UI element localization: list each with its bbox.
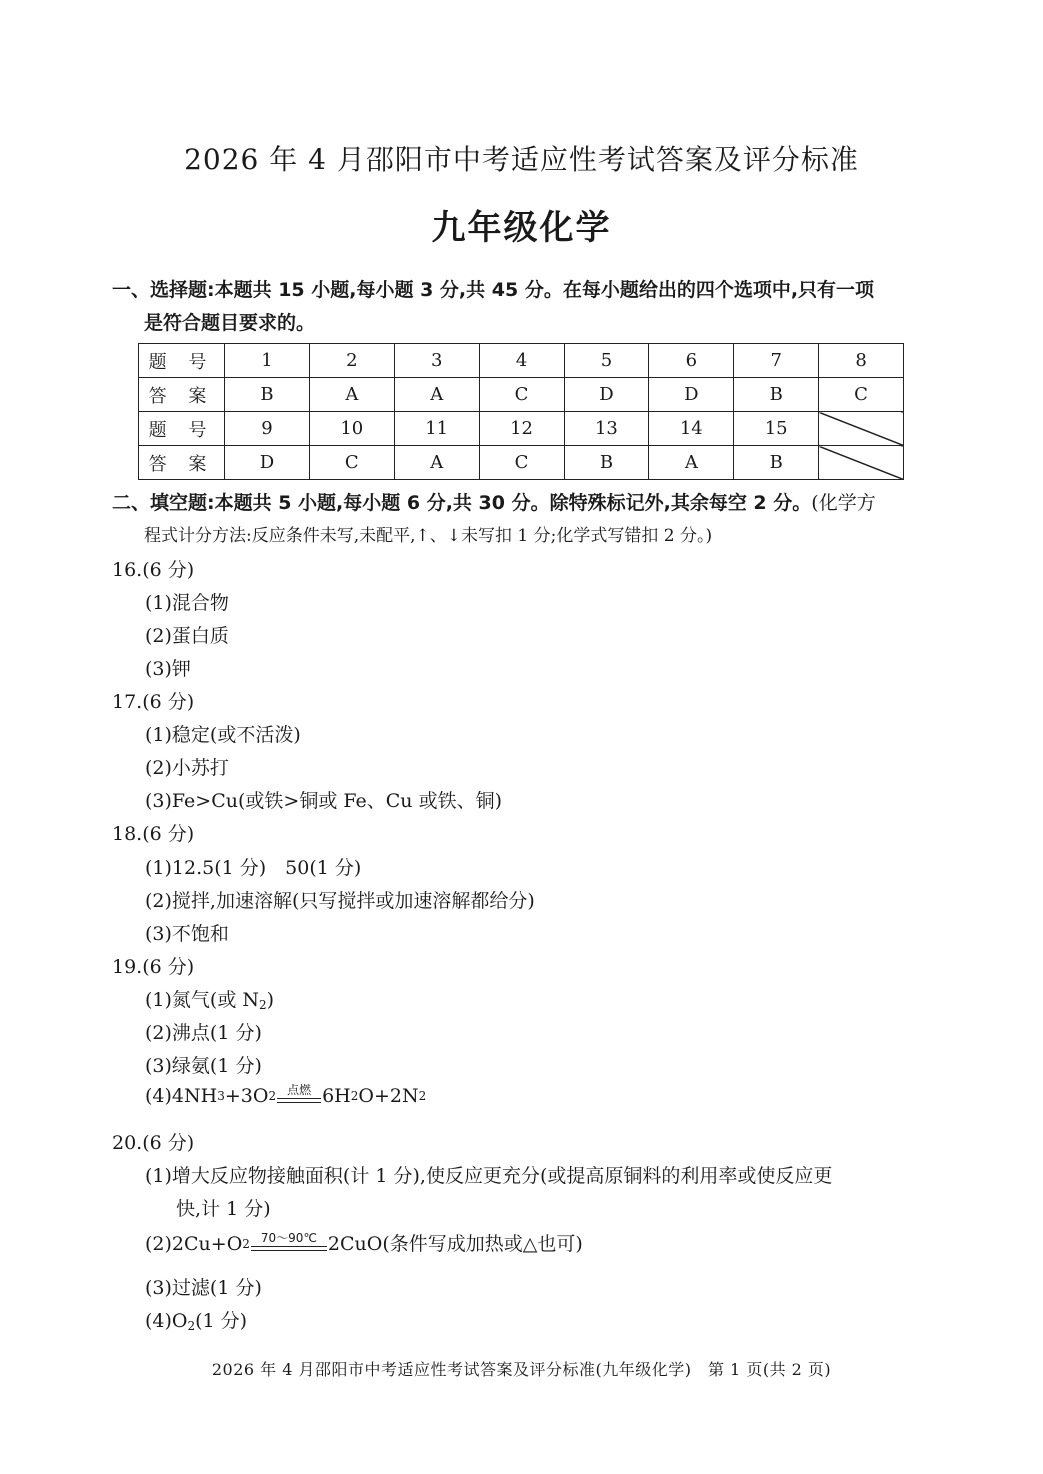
- question-number: 12: [479, 412, 564, 446]
- subscript: 2: [268, 1089, 277, 1103]
- question-number: 8: [819, 344, 904, 378]
- answer-text: ): [266, 989, 275, 1011]
- section-fill-heading-text: 二、填空题:本题共 5 小题,每小题 6 分,共 30 分。除特殊标记外,其余每空 2 分。: [112, 492, 812, 514]
- label-question: 题 号: [139, 344, 225, 378]
- question-16-answer-1: (1)混合物: [145, 592, 229, 614]
- question-20-answer-2-equation: [145, 1230, 583, 1258]
- table-row-question-numbers-2: [139, 412, 904, 446]
- question-number: 14: [649, 412, 734, 446]
- subscript: 2: [242, 1237, 250, 1251]
- question-16-head: 16.(6 分): [112, 559, 195, 581]
- table-row-question-numbers-1: [139, 344, 904, 378]
- section-fill-heading: [112, 487, 942, 553]
- question-18-answer-1: (1)12.5(1 分) 50(1 分): [145, 857, 362, 879]
- reaction-condition: 70～90℃: [260, 1231, 317, 1245]
- answer-cell: D: [225, 446, 310, 480]
- subscript: 3: [217, 1089, 225, 1103]
- question-20-answer-1-line1: (1)增大反应物接触面积(计 1 分),使反应更充分(或提高原铜料的利用率或使反应更: [145, 1165, 833, 1187]
- answer-text: (1)氮气(或 N: [145, 989, 259, 1011]
- page-title: 2026 年 4 月邵阳市中考适应性考试答案及评分标准: [184, 143, 859, 176]
- reaction-condition-arrow: [251, 1232, 327, 1258]
- question-20-head: 20.(6 分): [112, 1132, 195, 1154]
- answer-cell: A: [394, 446, 479, 480]
- empty-slashed-cell: [819, 412, 904, 446]
- question-16-answer-3: (3)钾: [145, 658, 191, 680]
- eq-part: 2CuO(条件写成加热或△也可): [327, 1233, 583, 1255]
- question-number: 3: [394, 344, 479, 378]
- label-question: 题 号: [139, 412, 225, 446]
- eq-part: O+2N: [358, 1085, 419, 1107]
- answer-cell: B: [225, 378, 310, 412]
- page-subtitle: 九年级化学: [431, 208, 612, 248]
- question-17-answer-1: (1)稳定(或不活泼): [145, 724, 301, 746]
- answer-table: [138, 343, 904, 480]
- subscript: 2: [259, 998, 267, 1012]
- section-fill-note: 程式计分方法:反应条件未写,未配平,↑、↓未写扣 1 分;化学式写错扣 2 分。): [144, 526, 713, 546]
- empty-slashed-cell: [819, 446, 904, 480]
- answer-cell: C: [309, 446, 394, 480]
- question-number: 6: [649, 344, 734, 378]
- double-line-icon: [251, 1246, 327, 1251]
- question-16-answer-2: (2)蛋白质: [145, 625, 229, 647]
- double-line-icon: [277, 1098, 321, 1103]
- question-20-answer-4: [145, 1307, 247, 1340]
- answer-cell: C: [819, 378, 904, 412]
- answer-cell: C: [479, 446, 564, 480]
- table-row-answers-1: [139, 378, 904, 412]
- chemical-equation: [145, 1230, 583, 1258]
- question-number: 10: [309, 412, 394, 446]
- section-choice-heading: [112, 274, 942, 340]
- question-19-answer-1: [145, 986, 274, 1019]
- question-number: 5: [564, 344, 649, 378]
- question-19-answer-3: (3)绿氨(1 分): [145, 1055, 262, 1077]
- label-answer: 答 案: [139, 378, 225, 412]
- question-18-answer-3: (3)不饱和: [145, 923, 229, 945]
- question-number: 13: [564, 412, 649, 446]
- answer-cell: D: [649, 378, 734, 412]
- subscript: 2: [187, 1319, 196, 1333]
- eq-part: (2)2Cu+O: [145, 1233, 243, 1255]
- eq-part: (4)4NH: [145, 1085, 218, 1107]
- subscript: 2: [350, 1089, 359, 1103]
- question-19-answer-4-equation: [145, 1082, 426, 1110]
- question-17-head: 17.(6 分): [112, 691, 195, 713]
- section-choice-line1: 一、选择题:本题共 15 小题,每小题 3 分,共 45 分。在每小题给出的四个选项中,只有一项: [112, 279, 875, 301]
- question-number: 1: [225, 344, 310, 378]
- page-footer: 2026 年 4 月邵阳市中考适应性考试答案及评分标准(九年级化学) 第 1 页(共 2 页): [211, 1360, 832, 1379]
- answer-cell: A: [309, 378, 394, 412]
- question-18-head: 18.(6 分): [112, 823, 195, 845]
- question-number: 2: [309, 344, 394, 378]
- question-number: 11: [394, 412, 479, 446]
- answer-cell: B: [734, 378, 819, 412]
- question-20-answer-1-line2: 快,计 1 分): [176, 1198, 271, 1220]
- question-18-answer-2: (2)搅拌,加速溶解(只写搅拌或加速溶解都给分): [145, 890, 535, 912]
- question-number: 7: [734, 344, 819, 378]
- chemical-equation: [145, 1082, 426, 1110]
- question-19-answer-2: (2)沸点(1 分): [145, 1022, 262, 1044]
- subscript: 2: [418, 1089, 427, 1103]
- table-row-answers-2: [139, 446, 904, 480]
- question-19-head: 19.(6 分): [112, 956, 195, 978]
- answer-cell: C: [479, 378, 564, 412]
- answer-cell: A: [649, 446, 734, 480]
- question-17-answer-3: (3)Fe>Cu(或铁>铜或 Fe、Cu 或铁、铜): [145, 790, 502, 812]
- section-fill-note-start: (化学方: [811, 492, 876, 514]
- answer-cell: D: [564, 378, 649, 412]
- question-number: 9: [225, 412, 310, 446]
- eq-part: 6H: [322, 1085, 351, 1107]
- eq-part: +3O: [224, 1085, 269, 1107]
- answer-cell: B: [564, 446, 649, 480]
- reaction-condition-arrow: [277, 1084, 321, 1110]
- question-number: 4: [479, 344, 564, 378]
- answer-cell: B: [734, 446, 819, 480]
- question-20-answer-3: (3)过滤(1 分): [145, 1277, 262, 1299]
- answer-cell: A: [394, 378, 479, 412]
- answer-text: (1 分): [195, 1310, 248, 1332]
- answer-text: (4)O: [145, 1310, 188, 1332]
- question-17-answer-2: (2)小苏打: [145, 757, 229, 779]
- reaction-condition: 点燃: [287, 1083, 312, 1097]
- label-answer: 答 案: [139, 446, 225, 480]
- question-number: 15: [734, 412, 819, 446]
- section-choice-line2: 是符合题目要求的。: [144, 312, 316, 334]
